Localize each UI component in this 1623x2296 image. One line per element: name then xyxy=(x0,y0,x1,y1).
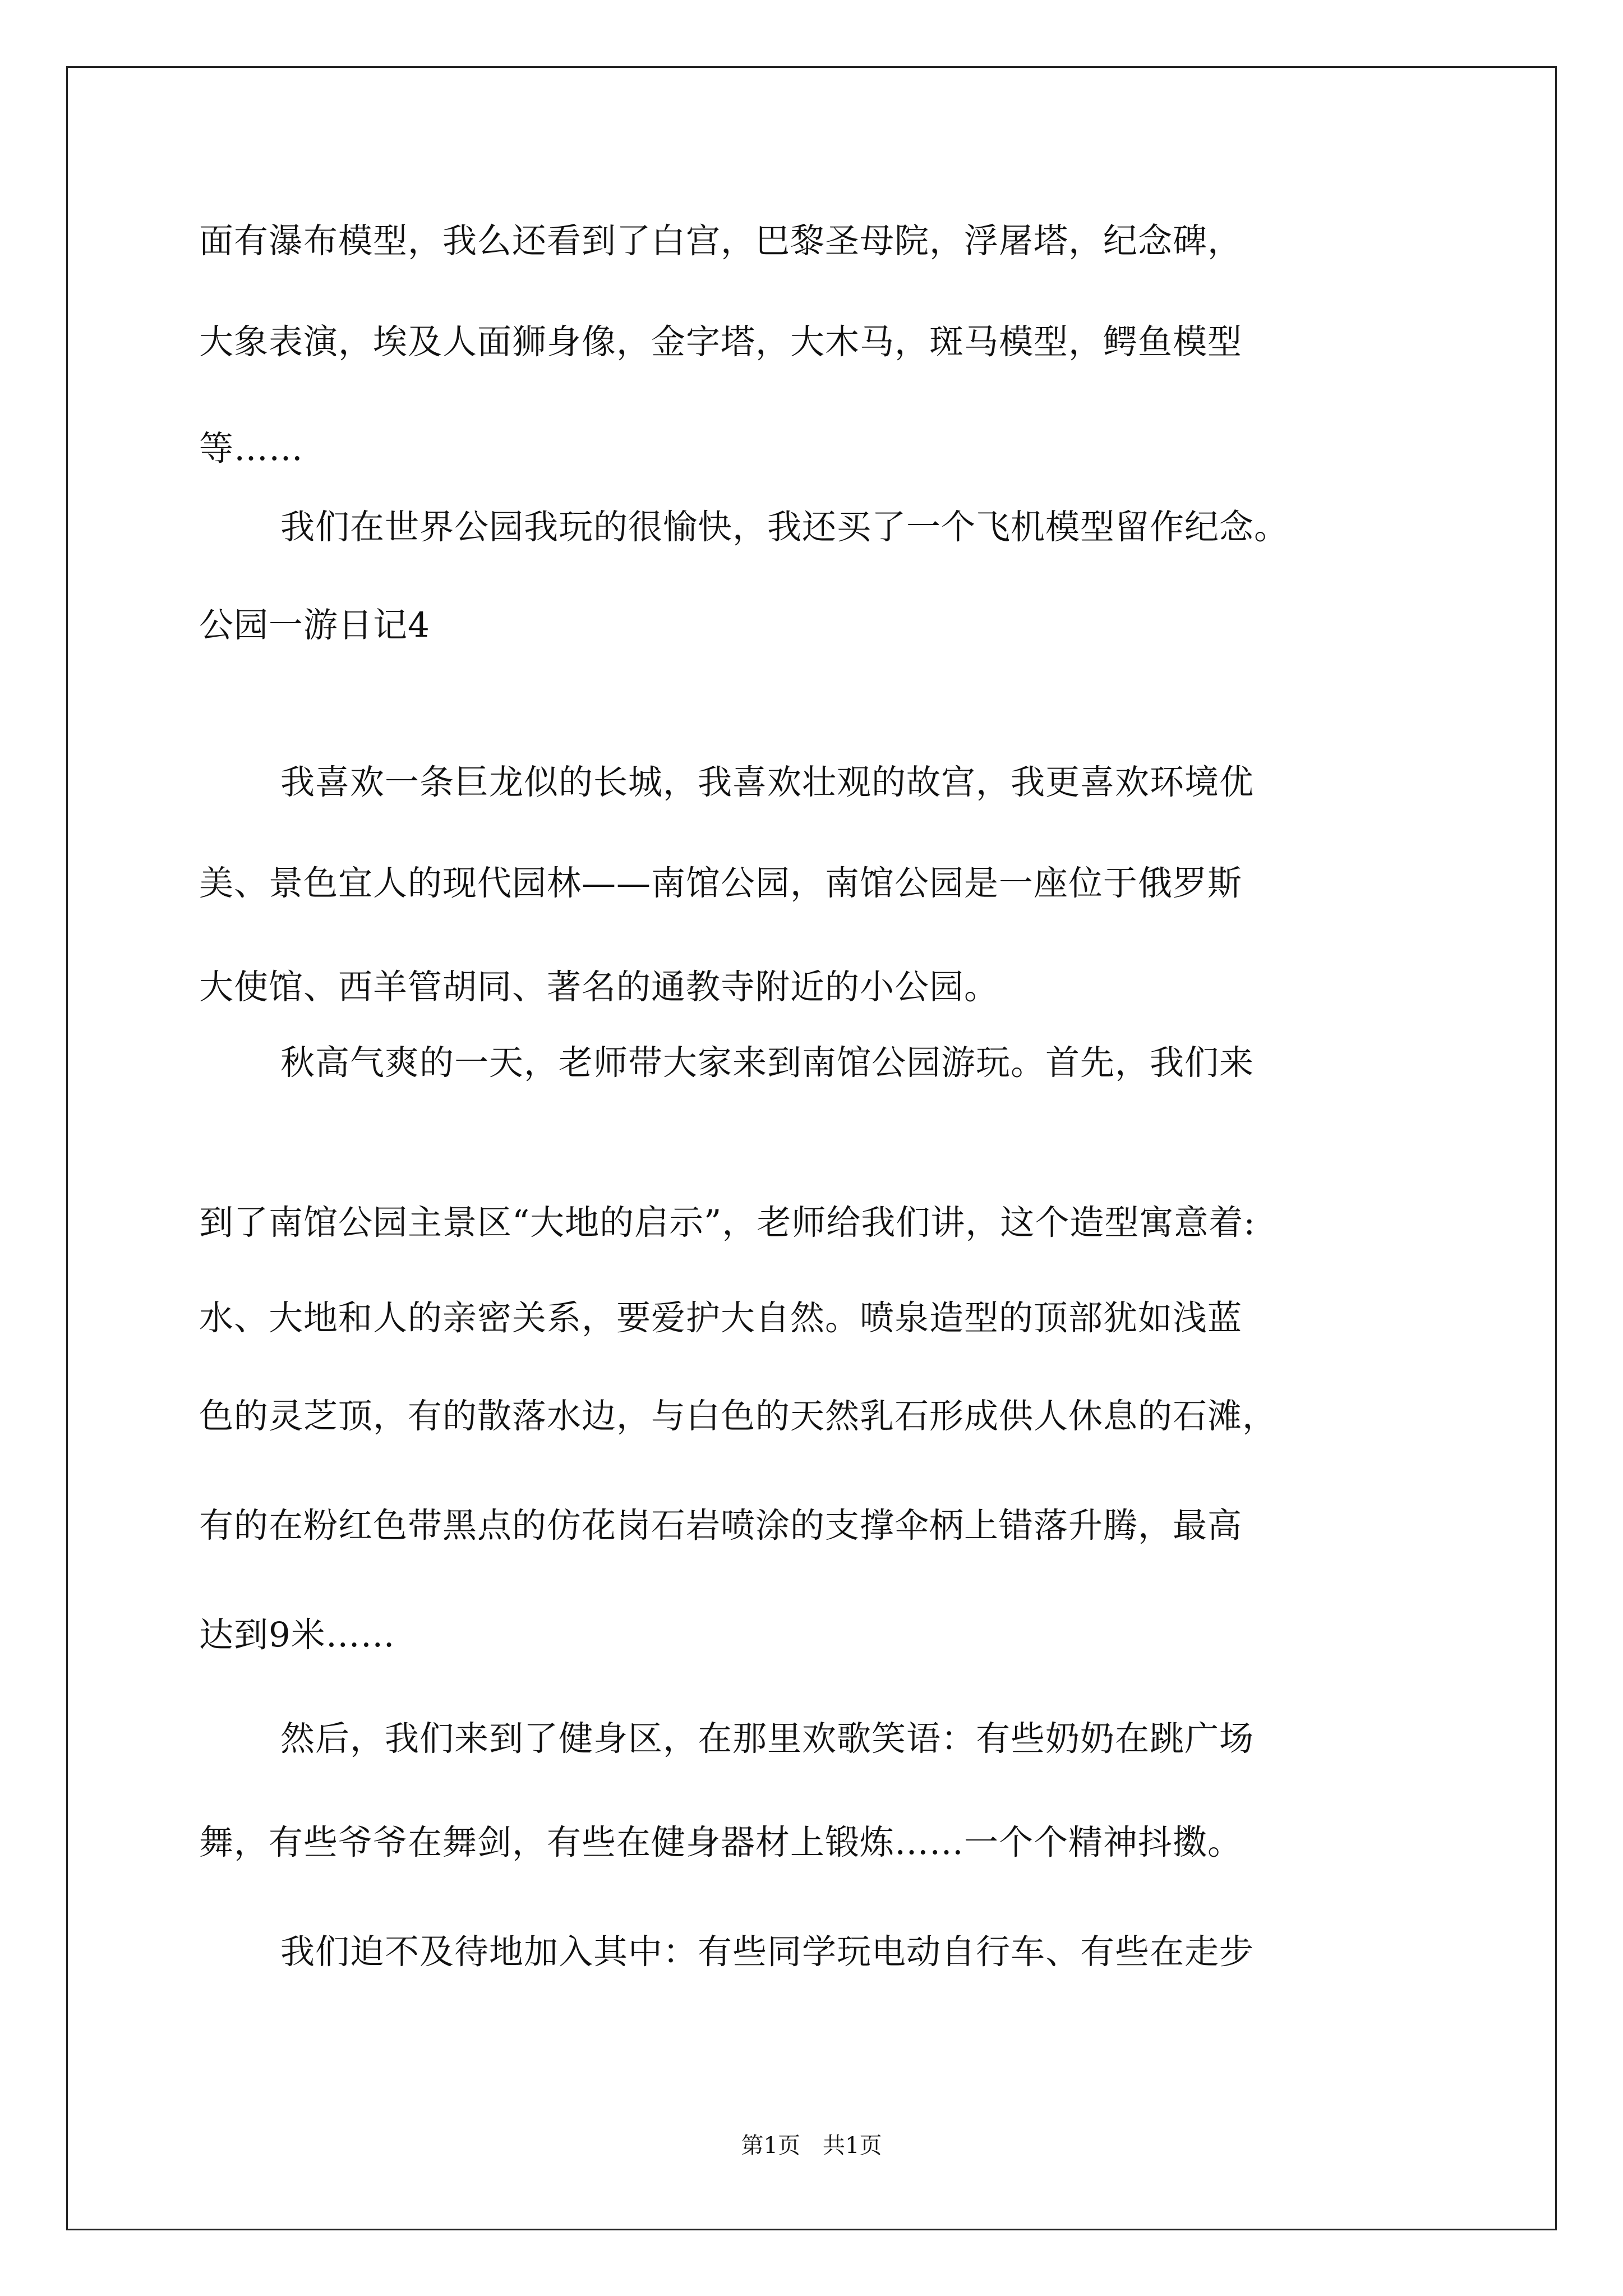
text-line: 大使馆、西羊管胡同、著名的通教寺附近的小公园。 xyxy=(199,967,999,1007)
text-line: 水、大地和人的亲密关系，要爱护大自然。喷泉造型的顶部犹如浅蓝 xyxy=(199,1298,1243,1338)
page-number-footer: 第1页 共1页 xyxy=(741,2133,882,2159)
text-line: 色的灵芝顶，有的散落水边，与白色的天然乳石形成供人休息的石滩， xyxy=(199,1396,1278,1436)
section-heading: 公园一游日记4 xyxy=(199,605,430,645)
paragraph-first-line: 我喜欢一条巨龙似的长城，我喜欢壮观的故宫，我更喜欢环境优 xyxy=(280,762,1255,802)
text-line: 大象表演，埃及人面狮身像，金字塔，大木马，斑马模型，鳄鱼模型 xyxy=(199,322,1243,362)
paragraph-first-line: 秋高气爽的一天，老师带大家来到南馆公园游玩。首先，我们来 xyxy=(280,1043,1255,1083)
page-border xyxy=(66,66,1557,2230)
paragraph-first-line: 然后，我们来到了健身区，在那里欢歌笑语：有些奶奶在跳广场 xyxy=(280,1719,1255,1759)
text-line: 舞，有些爷爷在舞剑，有些在健身器材上锻炼……一个个精神抖擞。 xyxy=(199,1823,1243,1862)
text-line: 美、景色宜人的现代园林——南馆公园，南馆公园是一座位于俄罗斯 xyxy=(199,863,1243,903)
paragraph-first-line: 我们在世界公园我玩的很愉快，我还买了一个飞机模型留作纪念。 xyxy=(280,507,1289,547)
text-line: 面有瀑布模型，我么还看到了白宫，巴黎圣母院，浮屠塔，纪念碑， xyxy=(199,221,1243,261)
text-line: 有的在粉红色带黑点的仿花岗石岩喷涂的支撑伞柄上错落升腾，最高 xyxy=(199,1506,1243,1545)
text-line: 等…… xyxy=(199,429,304,468)
text-line: 达到9米…… xyxy=(199,1615,395,1655)
paragraph-first-line: 我们迫不及待地加入其中：有些同学玩电动自行车、有些在走步 xyxy=(280,1932,1255,1972)
text-line: 到了南馆公园主景区“大地的启示”，老师给我们讲，这个造型寓意着: xyxy=(199,1203,1256,1243)
